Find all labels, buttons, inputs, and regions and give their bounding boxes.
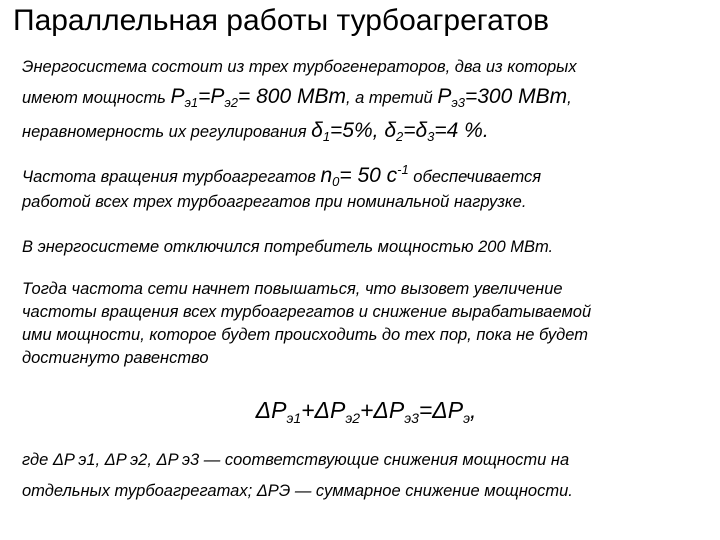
text: , а третий [345, 89, 438, 107]
paragraph-2-line-1 [22, 162, 541, 189]
subscript: 0 [332, 174, 340, 189]
regulation-values [311, 119, 489, 142]
paragraph-5-line-1: где ΔP э1, ΔP э2, ΔP э3 — соответствующие снижения мощности на [22, 451, 570, 469]
paragraph-2-line-2: работой всех трех турбоагрегатов при номинальной нагрузке. [22, 193, 527, 211]
subscript: э3 [404, 410, 419, 426]
formula-term: =ΔP [418, 397, 464, 423]
formula-term: , [469, 397, 477, 423]
subscript: э2 [224, 95, 238, 110]
subscript: э3 [451, 95, 465, 110]
paragraph-4-line-3: ими мощности, которое будет происходить до тех пор, пока не будет [22, 326, 589, 344]
paragraph-4-line-1: Тогда частота сети начнет повышаться, что вызовет увеличение [22, 280, 563, 298]
symbol-eq-p: =P [198, 85, 225, 108]
paragraph-3: В энергосистеме отключился потребитель мощностью 200 МВт. [22, 238, 554, 256]
symbol-p: P [170, 85, 185, 108]
paragraph-1-line-2 [22, 85, 572, 110]
power-p1 [170, 85, 346, 108]
value: =δ [403, 119, 428, 142]
text: обеспечивается [408, 168, 542, 186]
subscript: 1 [322, 129, 331, 144]
value: =5%, δ [330, 119, 396, 142]
power-p3 [437, 85, 567, 108]
text: Частота вращения турбоагрегатов [22, 168, 321, 186]
equality-formula [22, 397, 710, 426]
symbol-delta: δ [311, 119, 323, 142]
formula-term: +ΔP [301, 397, 346, 423]
value: =4 %. [434, 119, 489, 142]
subscript: 3 [427, 129, 435, 144]
symbol-n: n [320, 164, 333, 187]
value: = 800 МВт [238, 85, 346, 108]
paragraph-1-line-3 [22, 119, 489, 144]
text: неравномерность их регулирования [22, 123, 312, 141]
subscript: 2 [396, 129, 404, 144]
value: =300 МВт [464, 85, 568, 108]
subscript: э [463, 410, 470, 426]
paragraph-4-line-4: достигнуто равенство [22, 349, 209, 367]
formula-term: ΔP [255, 397, 287, 423]
paragraph-4-line-2: частоты вращения всех турбоагрегатов и снижение вырабатываемой [22, 303, 592, 321]
symbol-p: P [437, 85, 452, 108]
subscript: э1 [286, 410, 302, 426]
formula-term: +ΔP [359, 397, 405, 423]
paragraph-1-line-1: Энергосистема состоит из трех турбогенераторов, два из которых [22, 58, 577, 76]
subscript: э2 [345, 410, 360, 426]
frequency-value [320, 164, 408, 187]
paragraph-5-line-2: отдельных турбоагрегатах; ΔPЭ — суммарное снижение мощности. [22, 482, 573, 500]
superscript: -1 [397, 162, 409, 177]
value: = 50 с [339, 164, 398, 187]
subscript: э1 [184, 95, 199, 110]
page-title: Параллельная работы турбоагрегатов [13, 4, 550, 37]
text: , [567, 89, 572, 107]
text: имеют мощность [22, 89, 171, 107]
